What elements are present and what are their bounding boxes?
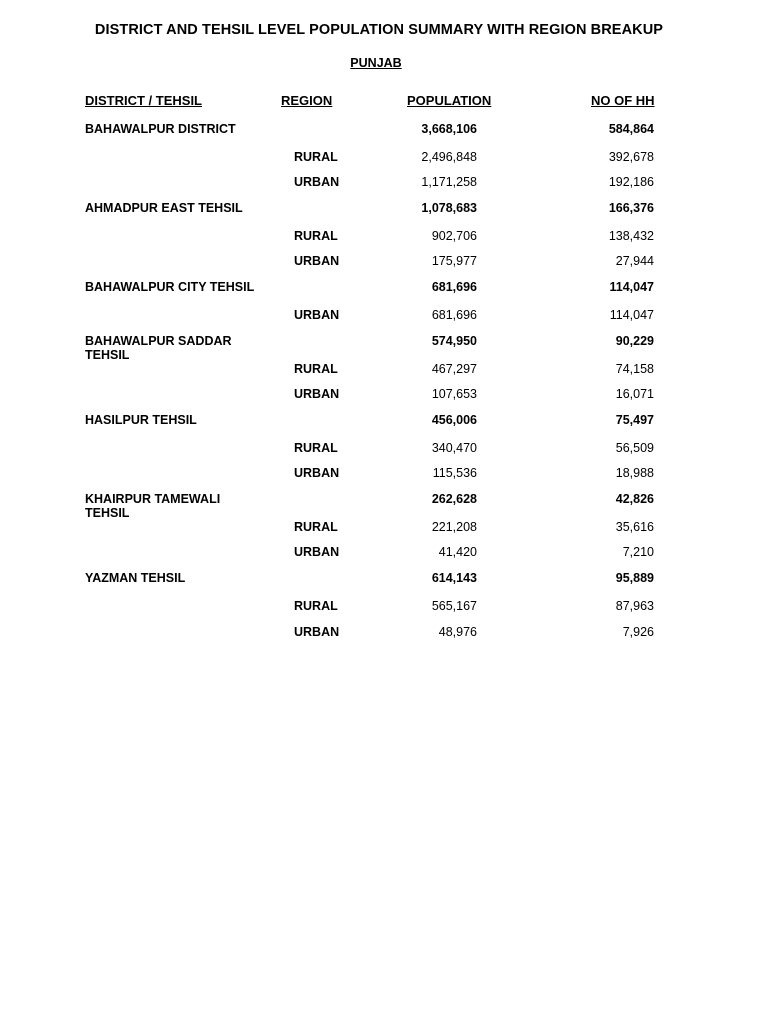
households-value: 56,509 xyxy=(615,441,654,455)
households-value: 16,071 xyxy=(615,387,654,401)
tehsil-name: HASILPUR TEHSIL xyxy=(85,413,197,427)
table-row xyxy=(0,520,768,548)
households-value: 584,864 xyxy=(608,122,654,136)
population-value: 48,976 xyxy=(438,625,477,639)
column-header-region: REGION xyxy=(281,93,333,108)
table-row xyxy=(0,201,768,229)
region-label: URBAN xyxy=(294,308,340,322)
table-row xyxy=(0,254,768,282)
population-value: 175,977 xyxy=(431,254,477,268)
tehsil-name: KHAIRPUR TAMEWALI TEHSIL xyxy=(85,492,221,520)
column-header-households: NO OF HH xyxy=(591,93,655,108)
table-row xyxy=(0,122,768,150)
district-name: BAHAWALPUR DISTRICT xyxy=(85,122,236,136)
table-row xyxy=(0,413,768,441)
region-label: RURAL xyxy=(294,362,338,376)
tehsil-name: YAZMAN TEHSIL xyxy=(85,571,186,585)
population-value: 456,006 xyxy=(431,413,477,427)
region-label: URBAN xyxy=(294,466,340,480)
population-value: 340,470 xyxy=(431,441,477,455)
table-row xyxy=(0,150,768,178)
table-row xyxy=(0,229,768,257)
region-label: RURAL xyxy=(294,599,338,613)
tehsil-name: BAHAWALPUR SADDAR TEHSIL xyxy=(85,334,232,362)
table-row xyxy=(0,387,768,415)
province-heading: PUNJAB xyxy=(350,56,402,70)
table-row xyxy=(0,362,768,390)
region-label: RURAL xyxy=(294,229,338,243)
table-row xyxy=(0,571,768,599)
households-value: 7,210 xyxy=(622,545,654,559)
tehsil-name: BAHAWALPUR CITY TEHSIL xyxy=(85,280,255,294)
table-row xyxy=(0,492,768,520)
region-label: URBAN xyxy=(294,254,340,268)
table-row xyxy=(0,466,768,494)
population-value: 3,668,106 xyxy=(421,122,477,136)
households-value: 74,158 xyxy=(615,362,654,376)
table-row xyxy=(0,334,768,362)
population-value: 262,628 xyxy=(431,492,477,506)
households-value: 7,926 xyxy=(622,625,654,639)
population-value: 107,653 xyxy=(431,387,477,401)
households-value: 392,678 xyxy=(608,150,654,164)
households-value: 138,432 xyxy=(608,229,654,243)
population-value: 115,536 xyxy=(432,466,477,480)
households-value: 75,497 xyxy=(615,413,654,427)
households-value: 90,229 xyxy=(615,334,654,348)
population-value: 2,496,848 xyxy=(421,150,477,164)
region-label: URBAN xyxy=(294,175,340,189)
households-value: 42,826 xyxy=(615,492,654,506)
region-label: RURAL xyxy=(294,441,338,455)
households-value: 114,047 xyxy=(609,280,654,294)
region-label: URBAN xyxy=(294,387,340,401)
region-label: RURAL xyxy=(294,150,338,164)
region-label: RURAL xyxy=(294,520,338,534)
column-header-population: POPULATION xyxy=(407,93,492,108)
table-row xyxy=(0,308,768,336)
households-value: 87,963 xyxy=(615,599,654,613)
population-value: 902,706 xyxy=(431,229,477,243)
table-row xyxy=(0,441,768,469)
table-row xyxy=(0,625,768,653)
households-value: 27,944 xyxy=(615,254,654,268)
region-label: URBAN xyxy=(294,625,340,639)
population-value: 681,696 xyxy=(431,280,477,294)
column-header-district: DISTRICT / TEHSIL xyxy=(85,93,202,108)
households-value: 35,616 xyxy=(615,520,654,534)
table-row xyxy=(0,175,768,203)
population-value: 1,171,258 xyxy=(421,175,477,189)
households-value: 95,889 xyxy=(615,571,654,585)
population-value: 467,297 xyxy=(431,362,477,376)
region-label: URBAN xyxy=(294,545,340,559)
tehsil-name: AHMADPUR EAST TEHSIL xyxy=(85,201,243,215)
households-value: 114,047 xyxy=(609,308,654,322)
households-value: 192,186 xyxy=(608,175,654,189)
households-value: 18,988 xyxy=(615,466,654,480)
table-row xyxy=(0,545,768,573)
population-value: 1,078,683 xyxy=(421,201,477,215)
page-title: DISTRICT AND TEHSIL LEVEL POPULATION SUMMARY WITH REGION BREAKUP xyxy=(94,22,664,38)
population-value: 565,167 xyxy=(431,599,477,613)
population-value: 221,208 xyxy=(431,520,477,534)
households-value: 166,376 xyxy=(608,201,654,215)
population-value: 681,696 xyxy=(431,308,477,322)
population-value: 614,143 xyxy=(431,571,477,585)
population-value: 41,420 xyxy=(438,545,477,559)
table-row xyxy=(0,280,768,308)
table-row xyxy=(0,599,768,627)
population-value: 574,950 xyxy=(431,334,477,348)
